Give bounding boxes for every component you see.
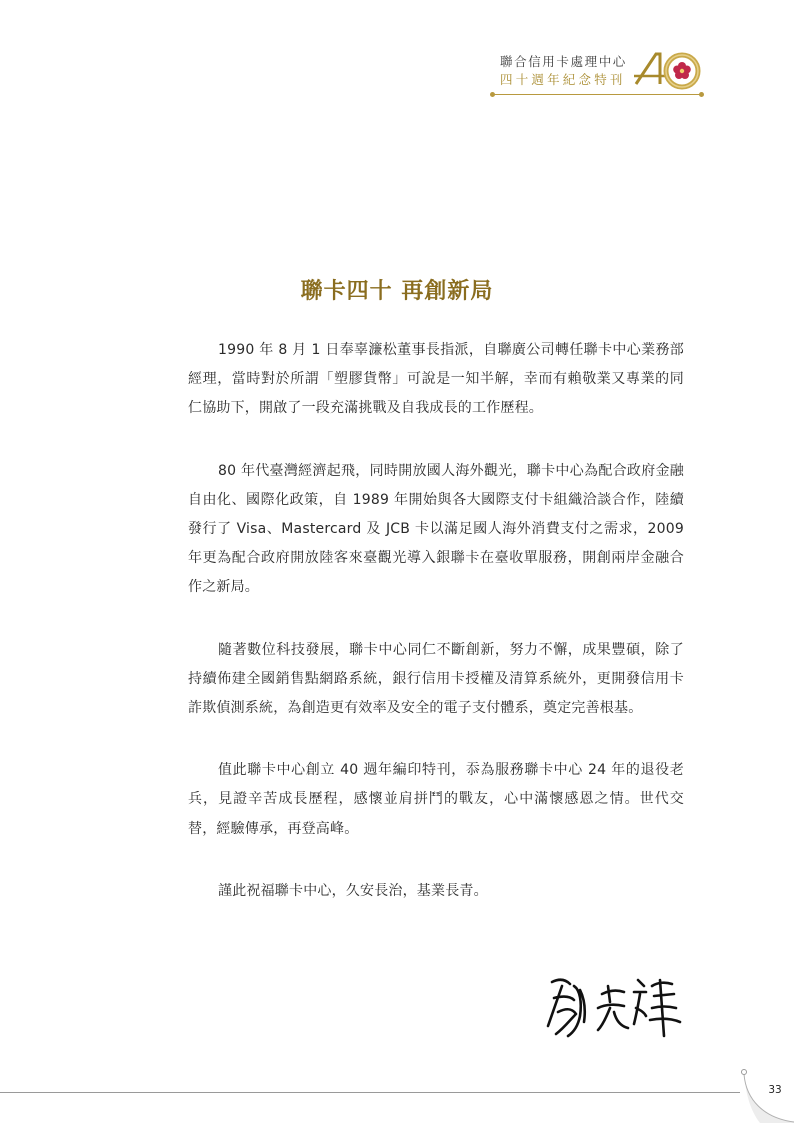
paragraph: 值此聯卡中心創立 40 週年編印特刊，忝為服務聯卡中心 24 年的退役老兵，見證辛苦成長歷程，感懷並肩拼鬥的戰友，心中滿懷感恩之情。世代交替，經驗傳承，再登高峰。 (188, 762, 684, 837)
plum-blossom-icon (673, 62, 691, 79)
handwritten-signature (540, 968, 690, 1048)
header-organization-name: 聯合信用卡處理中心 (500, 54, 627, 69)
paragraph: 謹此祝福聯卡中心，久安長治，基業長青。 (218, 882, 488, 899)
header-emblem (490, 48, 702, 98)
footer-rule (0, 1092, 740, 1093)
paragraph: 80 年代臺灣經濟起飛，同時開放國人海外觀光，聯卡中心為配合政府金融自由化、國際化政策，自 1989 年開始與各大國際支付卡組織洽談合作，陸續發行了 Visa、Mastercard 及 JCB 卡以滿足國人海外消費支付之需求，2009 年更為配合政府開放陸客來臺觀光導入銀聯卡在臺收單服務，開創兩岸金融合作之新局。 (188, 462, 684, 596)
article-title: 聯卡四十 再創新局 (300, 278, 494, 304)
page-number: 33 (768, 1084, 782, 1096)
paragraph: 1990 年 8 月 1 日奉辜濂松董事長指派，自聯廣公司轉任聯卡中心業務部經理，當時對於所謂「塑膠貨幣」可說是一知半解，幸而有賴敬業又專業的同仁協助下，開啟了一段充滿挑戰及自我成長的工作歷程。 (188, 342, 684, 417)
header-rule (494, 94, 700, 95)
anniversary-40-logo (632, 50, 702, 92)
header-anniversary-subtitle: 四十週年紀念特刊 (500, 72, 626, 87)
paragraph: 隨著數位科技發展，聯卡中心同仁不斷創新，努力不懈，成果豐碩，除了持續佈建全國銷售點網路系統，銀行信用卡授權及清算系統外，更開發信用卡詐欺偵測系統，為創造更有效率及安全的電子支付體系，奠定完善根基。 (188, 641, 684, 717)
article-body (188, 336, 684, 939)
